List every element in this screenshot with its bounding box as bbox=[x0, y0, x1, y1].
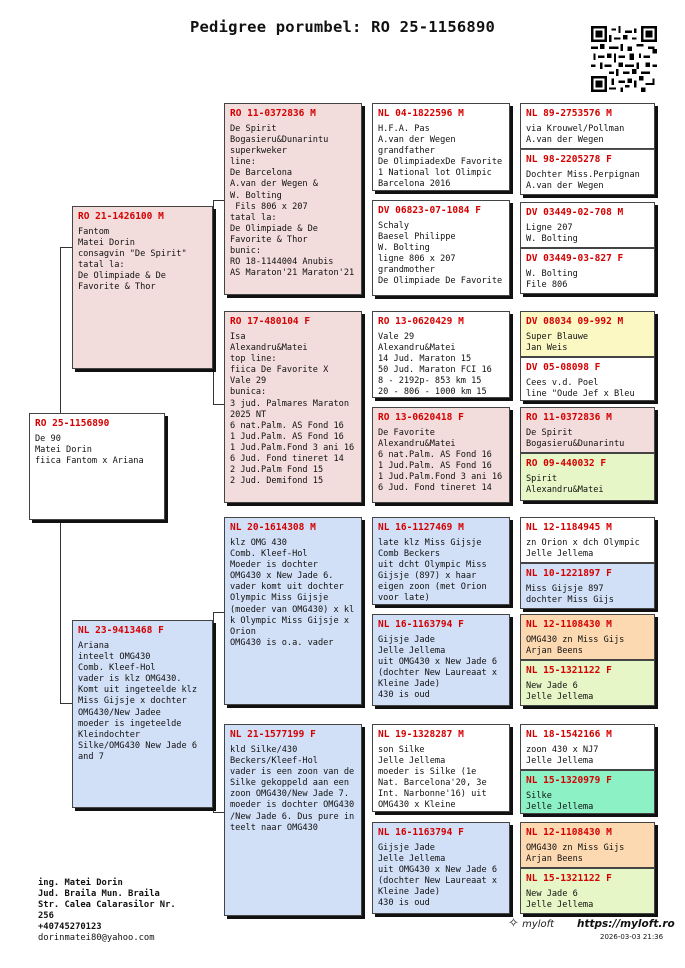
ring-number: NL 89-2753576 M bbox=[526, 108, 612, 119]
connector-line bbox=[60, 520, 61, 703]
pigeon-description: Silke Jelle Jellema bbox=[526, 791, 594, 813]
bird-logo-icon: ✧ bbox=[508, 916, 519, 931]
site-link[interactable]: https://myloft.ro bbox=[577, 918, 675, 930]
breeder-info bbox=[38, 878, 176, 944]
pigeon-description: New Jade 6 Jelle Jellema bbox=[526, 681, 594, 703]
pigeon-description: OMG430 zn Miss Gijs Arjan Beens bbox=[526, 635, 625, 657]
pigeon-description: klz OMG 430 Comb. Kleef-Hol Moeder is dochter OMG430 x New Jade 6. vader komt uit dochter Olympic Miss Gijsje (moeder van OMG430) x kl k Olympic Miss Gijsje x Orion OMG430 is o.a. vader bbox=[230, 538, 355, 648]
pigeon-card-gen4-16[interactable] bbox=[520, 868, 655, 914]
pigeon-description: Isa Alexandru&Matei top line: fiica De Favorite X Vale 29 bunica: 3 jud. Palmares Maraton 2025 NT 6 nat.Palm. AS Fond 16 1 Jud.Palm. AS Fond 16 1 Jud.Palm.Fond 3 ani 16 6 Jud. Fond tineret 14 2 Jud.Palm Fond 15 2 Jud. Demifond 15 bbox=[230, 332, 355, 487]
ring-number: DV 06823-07-1084 F bbox=[378, 205, 481, 216]
pigeon-card-gen4-4[interactable] bbox=[520, 248, 655, 294]
ring-number: DV 05-08098 F bbox=[526, 362, 601, 373]
pigeon-card-subject[interactable] bbox=[29, 413, 165, 520]
breeder-address-line: Str. Calea Calarasilor Nr. bbox=[38, 900, 176, 910]
pigeon-card-gen4-7[interactable] bbox=[520, 407, 655, 453]
pigeon-card-sdd[interactable] bbox=[372, 407, 510, 503]
pigeon-description: Super Blauwe Jan Weis bbox=[526, 332, 589, 354]
connector-line bbox=[60, 247, 61, 413]
pigeon-card-gen4-10[interactable] bbox=[520, 563, 655, 609]
ring-number: NL 16-1163794 F bbox=[378, 827, 464, 838]
breeder-phone: +40745270123 bbox=[38, 922, 102, 932]
ring-number: NL 19-1328287 M bbox=[378, 729, 464, 740]
connector-line bbox=[213, 200, 224, 201]
ring-number: RO 11-0372836 M bbox=[526, 412, 612, 423]
page-title: Pedigree porumbel: RO 25-1156890 bbox=[189, 18, 496, 36]
pigeon-description: De Spirit Bogasieru&Dunarintu superkweker line: De Barcelona A.van der Wegen & W. Bolting Fils 806 x 207 tatal la: De Olimpiade & De Favorite & Thor bunic: RO 18-1144004 Anubis AS Maraton'21 Maraton'21 bbox=[230, 124, 355, 279]
ring-number: NL 12-1184945 M bbox=[526, 522, 612, 533]
pigeon-card-gen4-15[interactable] bbox=[520, 822, 655, 868]
pigeon-card-dss[interactable] bbox=[372, 517, 510, 605]
connector-line bbox=[213, 612, 224, 613]
ring-number: NL 23-9413468 F bbox=[78, 625, 164, 636]
pigeon-card-sire-sire[interactable] bbox=[224, 103, 362, 295]
pigeon-card-dam-sire[interactable] bbox=[224, 517, 362, 705]
pigeon-description: Gijsje Jade Jelle Jellema uit OMG430 x New Jade 6 (dochter New Laureaat x Kleine Jade) 430 is oud bbox=[378, 843, 497, 909]
ring-number: RO 11-0372836 M bbox=[230, 108, 316, 119]
pigeon-description: De 90 Matei Dorin fiica Fantom x Ariana bbox=[35, 434, 144, 467]
ring-number: RO 13-0620429 M bbox=[378, 316, 464, 327]
pigeon-card-gen4-2[interactable] bbox=[520, 149, 655, 195]
pigeon-description: zoon 430 x NJ7 Jelle Jellema bbox=[526, 745, 599, 767]
ring-number: DV 08034 09-992 M bbox=[526, 316, 624, 327]
pigeon-description: Vale 29 Alexandru&Matei 14 Jud. Maraton 15 50 Jud. Maraton FCI 16 8 - 2192p- 853 km 15 20 - 806 - 1000 km 15 bbox=[378, 332, 492, 398]
pigeon-card-gen4-14[interactable] bbox=[520, 770, 655, 814]
pigeon-card-dds[interactable] bbox=[372, 724, 510, 812]
connector-line bbox=[213, 404, 224, 405]
pigeon-card-gen4-11[interactable] bbox=[520, 614, 655, 660]
pigeon-card-gen4-5[interactable] bbox=[520, 311, 655, 357]
pigeon-card-gen4-3[interactable] bbox=[520, 202, 655, 248]
ring-number: RO 17-480104 F bbox=[230, 316, 311, 327]
ring-number: RO 21-1426100 M bbox=[78, 211, 164, 222]
breeder-address-line: 256 bbox=[38, 911, 54, 921]
pigeon-description: Schaly Baesel Philippe W. Bolting ligne 806 x 207 grandmother De Olimpiade De Favorite bbox=[378, 221, 503, 287]
logo-text: myloft bbox=[522, 919, 555, 930]
ring-number: DV 03449-03-827 F bbox=[526, 253, 624, 264]
pigeon-card-sds[interactable] bbox=[372, 311, 510, 398]
ring-number: NL 98-2205278 F bbox=[526, 154, 612, 165]
pigeon-description: Fantom Matei Dorin consagvin "De Spirit" tatal la: De Olimpiade & De Favorite & Thor bbox=[78, 227, 187, 293]
pigeon-description: Ligne 207 W. Bolting bbox=[526, 223, 578, 245]
pigeon-card-gen4-6[interactable] bbox=[520, 357, 655, 401]
ring-number: NL 15-1320979 F bbox=[526, 775, 612, 786]
pigeon-card-gen4-1[interactable] bbox=[520, 103, 655, 149]
ring-number: NL 21-1577199 F bbox=[230, 729, 316, 740]
ring-number: NL 20-1614308 M bbox=[230, 522, 316, 533]
pigeon-card-sss[interactable] bbox=[372, 103, 510, 191]
pigeon-description: Ariana inteelt OMG430 Comb. Kleef-Hol vader is klz OMG430. Komt uit ingeteelde klz Miss Gijsje x dochter OMG430/New Jadee moeder is ingeteelde Kleindochter Silke/OMG430 New Jade 6 and 7 bbox=[78, 641, 197, 762]
pigeon-description: H.F.A. Pas A.van der Wegen grandfather De OlimpiadexDe Favorite 1 National lot Olimpic Barcelona 2016 bbox=[378, 124, 503, 190]
ring-number: NL 12-1108430 M bbox=[526, 619, 612, 630]
pigeon-card-dam[interactable] bbox=[72, 620, 213, 808]
pigeon-description: Miss Gijsje 897 dochter Miss Gijs bbox=[526, 584, 614, 606]
ring-number: NL 16-1163794 F bbox=[378, 619, 464, 630]
pigeon-card-dsd[interactable] bbox=[372, 614, 510, 706]
connector-line bbox=[60, 247, 72, 248]
ring-number: NL 15-1321122 F bbox=[526, 873, 612, 884]
ring-number: RO 25-1156890 bbox=[35, 418, 110, 429]
pigeon-card-ddd[interactable] bbox=[372, 822, 510, 914]
pigeon-description: Cees v.d. Poel line "Oude Jef x Bleu bbox=[526, 378, 635, 400]
pigeon-card-gen4-12[interactable] bbox=[520, 660, 655, 706]
pigeon-description: Dochter Miss.Perpignan A.van der Wegen bbox=[526, 170, 640, 192]
breeder-address-line: Jud. Braila Mun. Braila bbox=[38, 889, 160, 899]
myloft-logo bbox=[508, 916, 554, 931]
connector-line bbox=[60, 703, 72, 704]
connector-line bbox=[213, 200, 214, 404]
pigeon-description: Spirit Alexandru&Matei bbox=[526, 474, 604, 496]
qr-code-icon bbox=[591, 26, 657, 92]
pigeon-description: De Spirit Bogasieru&Dunarintu bbox=[526, 428, 625, 450]
pigeon-card-ssd[interactable] bbox=[372, 200, 510, 296]
pigeon-card-dam-dam[interactable] bbox=[224, 724, 362, 916]
pigeon-description: kld Silke/430 Beckers/Kleef-Hol vader is een zoon van de Silke gekoppeld aan een zoon OMG430/New Jade 7. moeder is dochter OMG430 /New Jade 6. Dus pure in teelt naar OMG430 bbox=[230, 745, 355, 833]
ring-number: RO 13-0620418 F bbox=[378, 412, 464, 423]
pigeon-description: W. Bolting File 806 bbox=[526, 269, 578, 291]
pigeon-description: zn Orion x dch Olympic Jelle Jellema bbox=[526, 538, 640, 560]
ring-number: NL 12-1108430 M bbox=[526, 827, 612, 838]
ring-number: NL 15-1321122 F bbox=[526, 665, 612, 676]
pigeon-description: Gijsje Jade Jelle Jellema uit OMG430 x New Jade 6 (dochter New Laureaat x Kleine Jade) 430 is oud bbox=[378, 635, 497, 701]
pigeon-card-sire-dam[interactable] bbox=[224, 311, 362, 503]
pigeon-description: via Krouwel/Pollman A.van der Wegen bbox=[526, 124, 625, 146]
ring-number: DV 03449-02-708 M bbox=[526, 207, 624, 218]
pigeon-description: De Favorite Alexandru&Matei 6 nat.Palm. AS Fond 16 1 Jud.Palm. AS Fond 16 1 Jud.Palm.Fond 3 ani 16 6 Jud. Fond tineret 14 bbox=[378, 428, 503, 494]
timestamp: 2026-03-03 21:36 bbox=[600, 933, 664, 941]
pigeon-card-sire[interactable] bbox=[72, 206, 213, 369]
breeder-email[interactable]: dorinmatei80@yahoo.com bbox=[38, 933, 155, 943]
pigeon-card-gen4-13[interactable] bbox=[520, 724, 655, 770]
pigeon-description: OMG430 zn Miss Gijs Arjan Beens bbox=[526, 843, 625, 865]
pigeon-card-gen4-8[interactable] bbox=[520, 453, 655, 501]
pigeon-card-gen4-9[interactable] bbox=[520, 517, 655, 563]
ring-number: NL 10-1221897 F bbox=[526, 568, 612, 579]
connector-line bbox=[213, 812, 224, 813]
ring-number: NL 16-1127469 M bbox=[378, 522, 464, 533]
ring-number: RO 09-440032 F bbox=[526, 458, 607, 469]
breeder-name: ing. Matei Dorin bbox=[38, 878, 123, 888]
pigeon-description: late klz Miss Gijsje Comb Beckers uit dcht Olympic Miss Gijsje (897) x haar eigen zoon (met Orion voor late) bbox=[378, 538, 487, 604]
pigeon-description: son Silke Jelle Jellema moeder is Silke (1e Nat. Barcelona'20, 3e Int. Narbonne'16) uit OMG430 x Kleine bbox=[378, 745, 487, 811]
pigeon-description: New Jade 6 Jelle Jellema bbox=[526, 889, 594, 911]
ring-number: NL 04-1822596 M bbox=[378, 108, 464, 119]
ring-number: NL 18-1542166 M bbox=[526, 729, 612, 740]
connector-line bbox=[213, 612, 214, 812]
